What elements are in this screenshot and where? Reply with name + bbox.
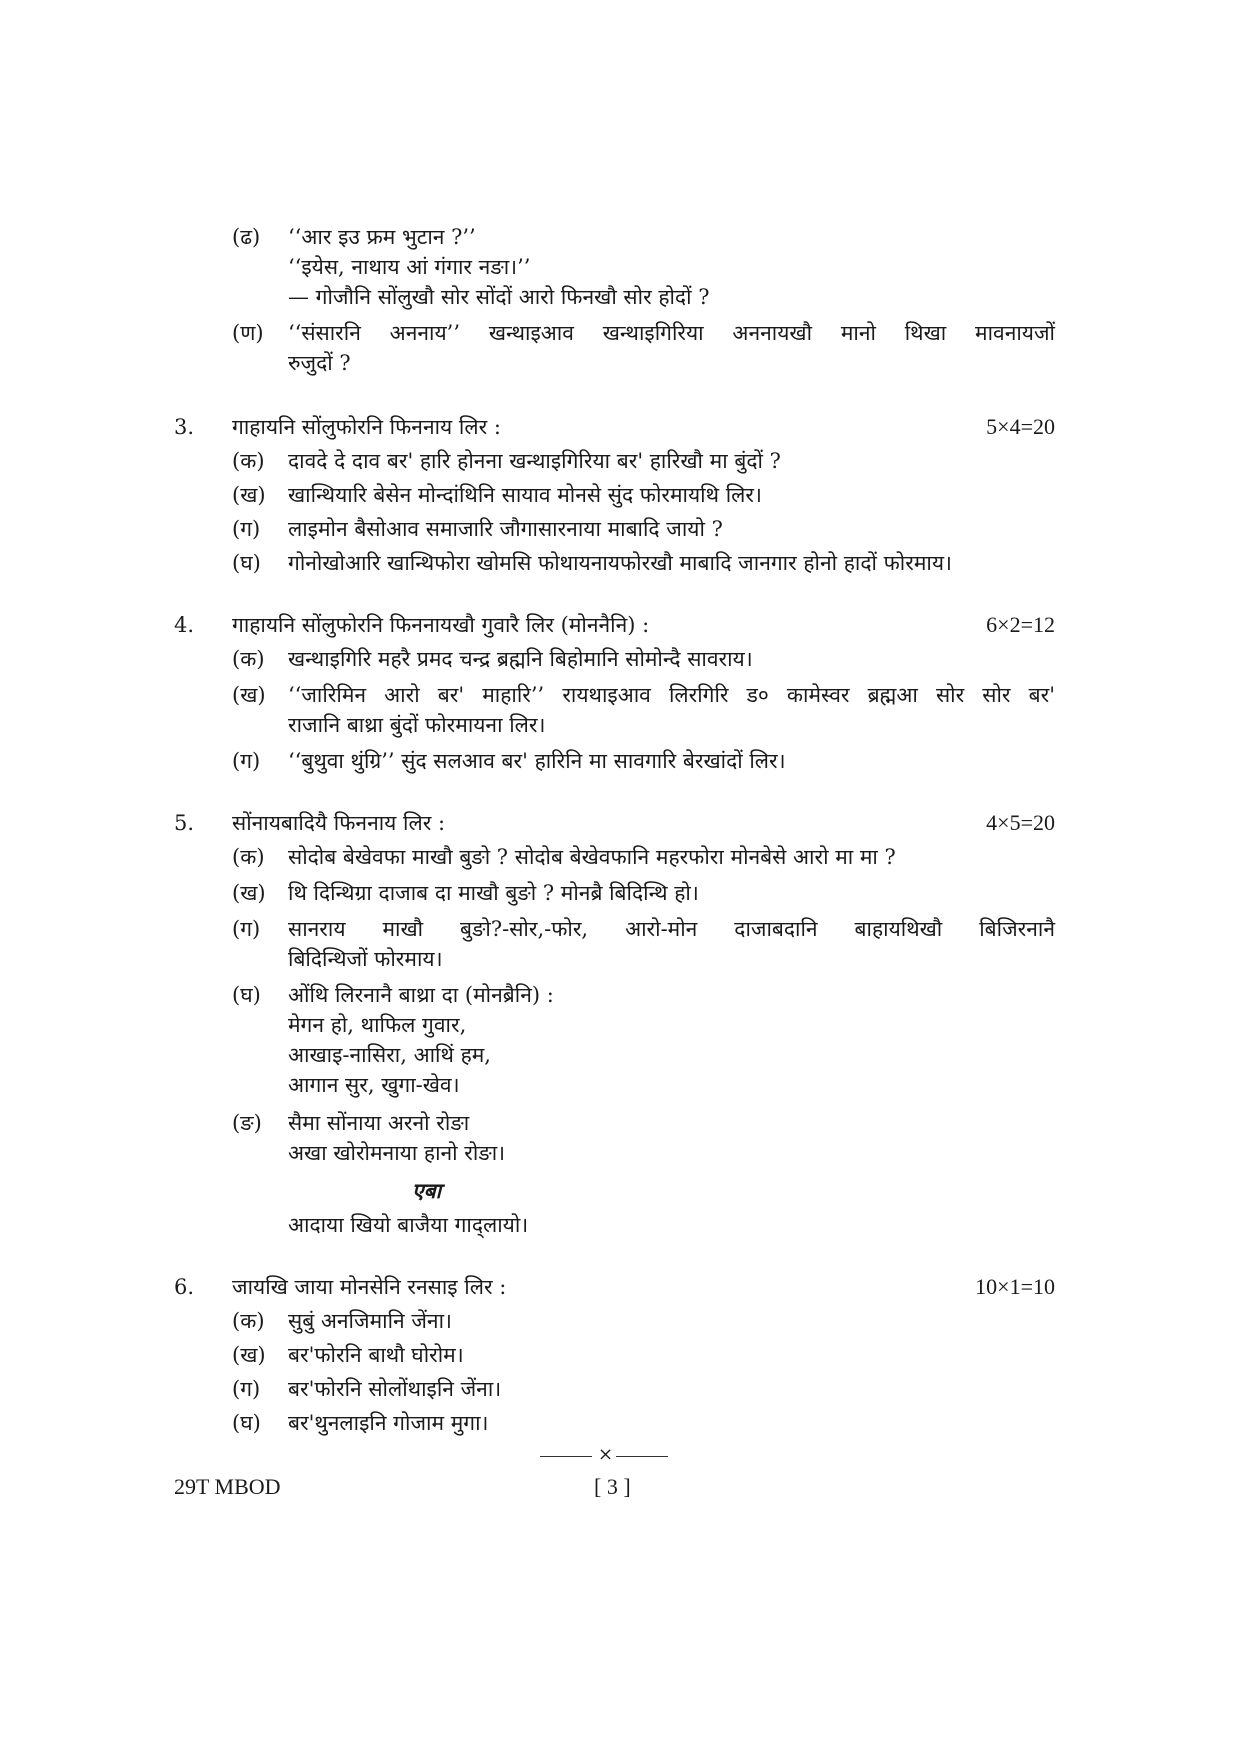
q4-item-label-kha: (ख) <box>232 683 266 707</box>
q6-item-label-kha: (ख) <box>232 1343 266 1367</box>
q5-item-ga-line-1: सानराय माखौ बुङो?-सोर,-फोर, आरो-मोन दाजाबदानि बाहायथिखौ बिजिरनानै <box>288 917 1055 941</box>
q3-item-label-ga: (ग) <box>232 517 261 541</box>
q5-item-gha-line-3: आखाइ-नासिरा, आथिं हम, <box>288 1043 491 1067</box>
q6-item-ga: बर'फोरनि सोलोंथाइनि जेंना। <box>288 1377 502 1401</box>
question-title-4: गाहायनि सोंलुफोरनि फिननायखौ गुवारै लिर (मोननैनि) : <box>232 613 650 637</box>
q5-item-gha-line-4: आगान सुर, खुगा-खेव। <box>288 1073 460 1097</box>
q3-item-label-kha: (ख) <box>232 483 266 507</box>
q3-item-label-ka: (क) <box>232 449 265 473</box>
q4-item-ka: खन्थाइगिरि महरै प्रमद चन्द्र ब्रह्मनि बिहोमानि सोमोन्दै सावराय। <box>288 647 753 671</box>
question-number-4: 4. <box>174 613 195 637</box>
question-title-6: जायखि जाया मोनसेनि रनसाइ लिर : <box>232 1275 507 1299</box>
end-rule-left <box>540 1456 592 1457</box>
q4-item-label-ga: (ग) <box>232 749 261 773</box>
question-title-3: गाहायनि सोंलुफोरनि फिननाय लिर : <box>232 415 501 439</box>
q4-item-kha-line-1: ‘‘जारिमिन आरो बर' माहारि’’ रायथाइआव लिरगिरि ड० कामेस्वर ब्रह्मआ सोर सोर बर' <box>288 683 1055 707</box>
q5-item-label-ga: (ग) <box>232 917 261 941</box>
dha-line-2: ‘‘इयेस, नाथाय आं गंगार नङा।’’ <box>288 255 531 279</box>
q3-item-ga: लाइमोन बैसोआव समाजारि जौगासारनाया माबादि जायो ? <box>288 517 723 541</box>
marks-6: 10×1=10 <box>975 1274 1055 1299</box>
paper-code: 29T MBOD <box>174 1474 281 1499</box>
marks-4: 6×2=12 <box>986 612 1055 637</box>
q4-item-label-ka: (क) <box>232 647 265 671</box>
page-number: [ 3 ] <box>594 1474 631 1499</box>
q5-item-ga-line-2: बिदिन्थिजों फोरमाय। <box>288 947 443 971</box>
q6-item-label-ga: (ग) <box>232 1377 261 1401</box>
question-title-5: सोंनायबादियै फिननाय लिर : <box>232 811 446 835</box>
q3-item-label-gha: (घ) <box>232 551 261 575</box>
q5-item-ka: सोदोब बेखेवफा माखौ बुङो ? सोदोब बेखेवफानि महरफोरा मोनबेसे आरो मा मा ? <box>288 845 896 869</box>
q3-item-gha: गोनोखोआरि खान्थिफोरा खोमसि फोथायनायफोरखौ माबादि जानगार होनो हादों फोरमाय। <box>288 551 952 575</box>
q6-item-label-gha: (घ) <box>232 1411 261 1435</box>
item-label-na: (ण) <box>232 321 264 345</box>
q5-item-kha: थि दिन्थिग्रा दाजाब दा माखौ बुङो ? मोनब्रै बिदिन्थि हो। <box>288 881 699 905</box>
question-number-6: 6. <box>174 1275 195 1299</box>
q6-item-label-ka: (क) <box>232 1309 265 1333</box>
q4-item-kha-line-2: राजानि बाथ्रा बुंदों फोरमायना लिर। <box>288 713 546 737</box>
item-label-dha: (ढ) <box>232 225 261 249</box>
or-word: एबा <box>412 1178 442 1203</box>
q5-item-label-gha: (घ) <box>232 983 261 1007</box>
q5-item-nga-line-1: सैमा सोंनाया अरनो रोङा <box>288 1111 470 1135</box>
q3-item-kha: खान्थियारि बेसेन मोन्दांथिनि सायाव मोनसे सुंद फोरमायथि लिर। <box>288 483 762 507</box>
q3-item-ka: दावदे दे दाव बर' हारि होनना खन्थाइगिरिया बर' हारिखौ मा बुंदों ? <box>288 449 781 473</box>
q4-item-ga: ‘‘बुथुवा थुंग्रि’’ सुंद सलआव बर' हारिनि मा सावगारि बेरखांदों लिर। <box>288 749 786 773</box>
dha-line-3: — गोजौनि सोंलुखौ सोर सोंदों आरो फिनखौ सोर होदों ? <box>288 285 710 309</box>
q5-item-nga-line-2: अखा खोरोमनाया हानो रोङा। <box>288 1141 506 1165</box>
question-number-3: 3. <box>174 415 195 439</box>
q5-or-line: आदाया खियो बाजैया गाद्लायो। <box>288 1213 529 1237</box>
q6-item-kha: बर'फोरनि बाथौ घोरोम। <box>288 1343 464 1367</box>
na-line-1: ‘‘संसारनि अननाय’’ खन्थाइआव खन्थाइगिरिया अननायखौ मानो थिखा मावनायजों <box>288 321 1055 345</box>
q5-item-label-nga: (ङ) <box>232 1111 262 1135</box>
marks-3: 5×4=20 <box>986 414 1055 439</box>
end-rule-right <box>616 1456 668 1457</box>
q5-item-gha-line-2: मेगन हो, थाफिल गुवार, <box>288 1013 467 1037</box>
na-line-2: रुजुदों ? <box>288 351 351 375</box>
dha-line-1: ‘‘आर इउ फ्रम भुटान ?’’ <box>288 225 476 249</box>
q6-item-gha: बर'थुनलाइनि गोजाम मुगा। <box>288 1411 489 1435</box>
marks-5: 4×5=20 <box>986 810 1055 835</box>
q5-item-label-ka: (क) <box>232 845 265 869</box>
end-mark: × <box>598 1444 614 1465</box>
q5-item-label-kha: (ख) <box>232 881 266 905</box>
q5-item-gha-line-1: ओंथि लिरनानै बाथ्रा दा (मोनब्रैनि) : <box>288 983 554 1007</box>
q6-item-ka: सुबुं अनजिमानि जेंना। <box>288 1309 452 1333</box>
question-number-5: 5. <box>174 811 195 835</box>
